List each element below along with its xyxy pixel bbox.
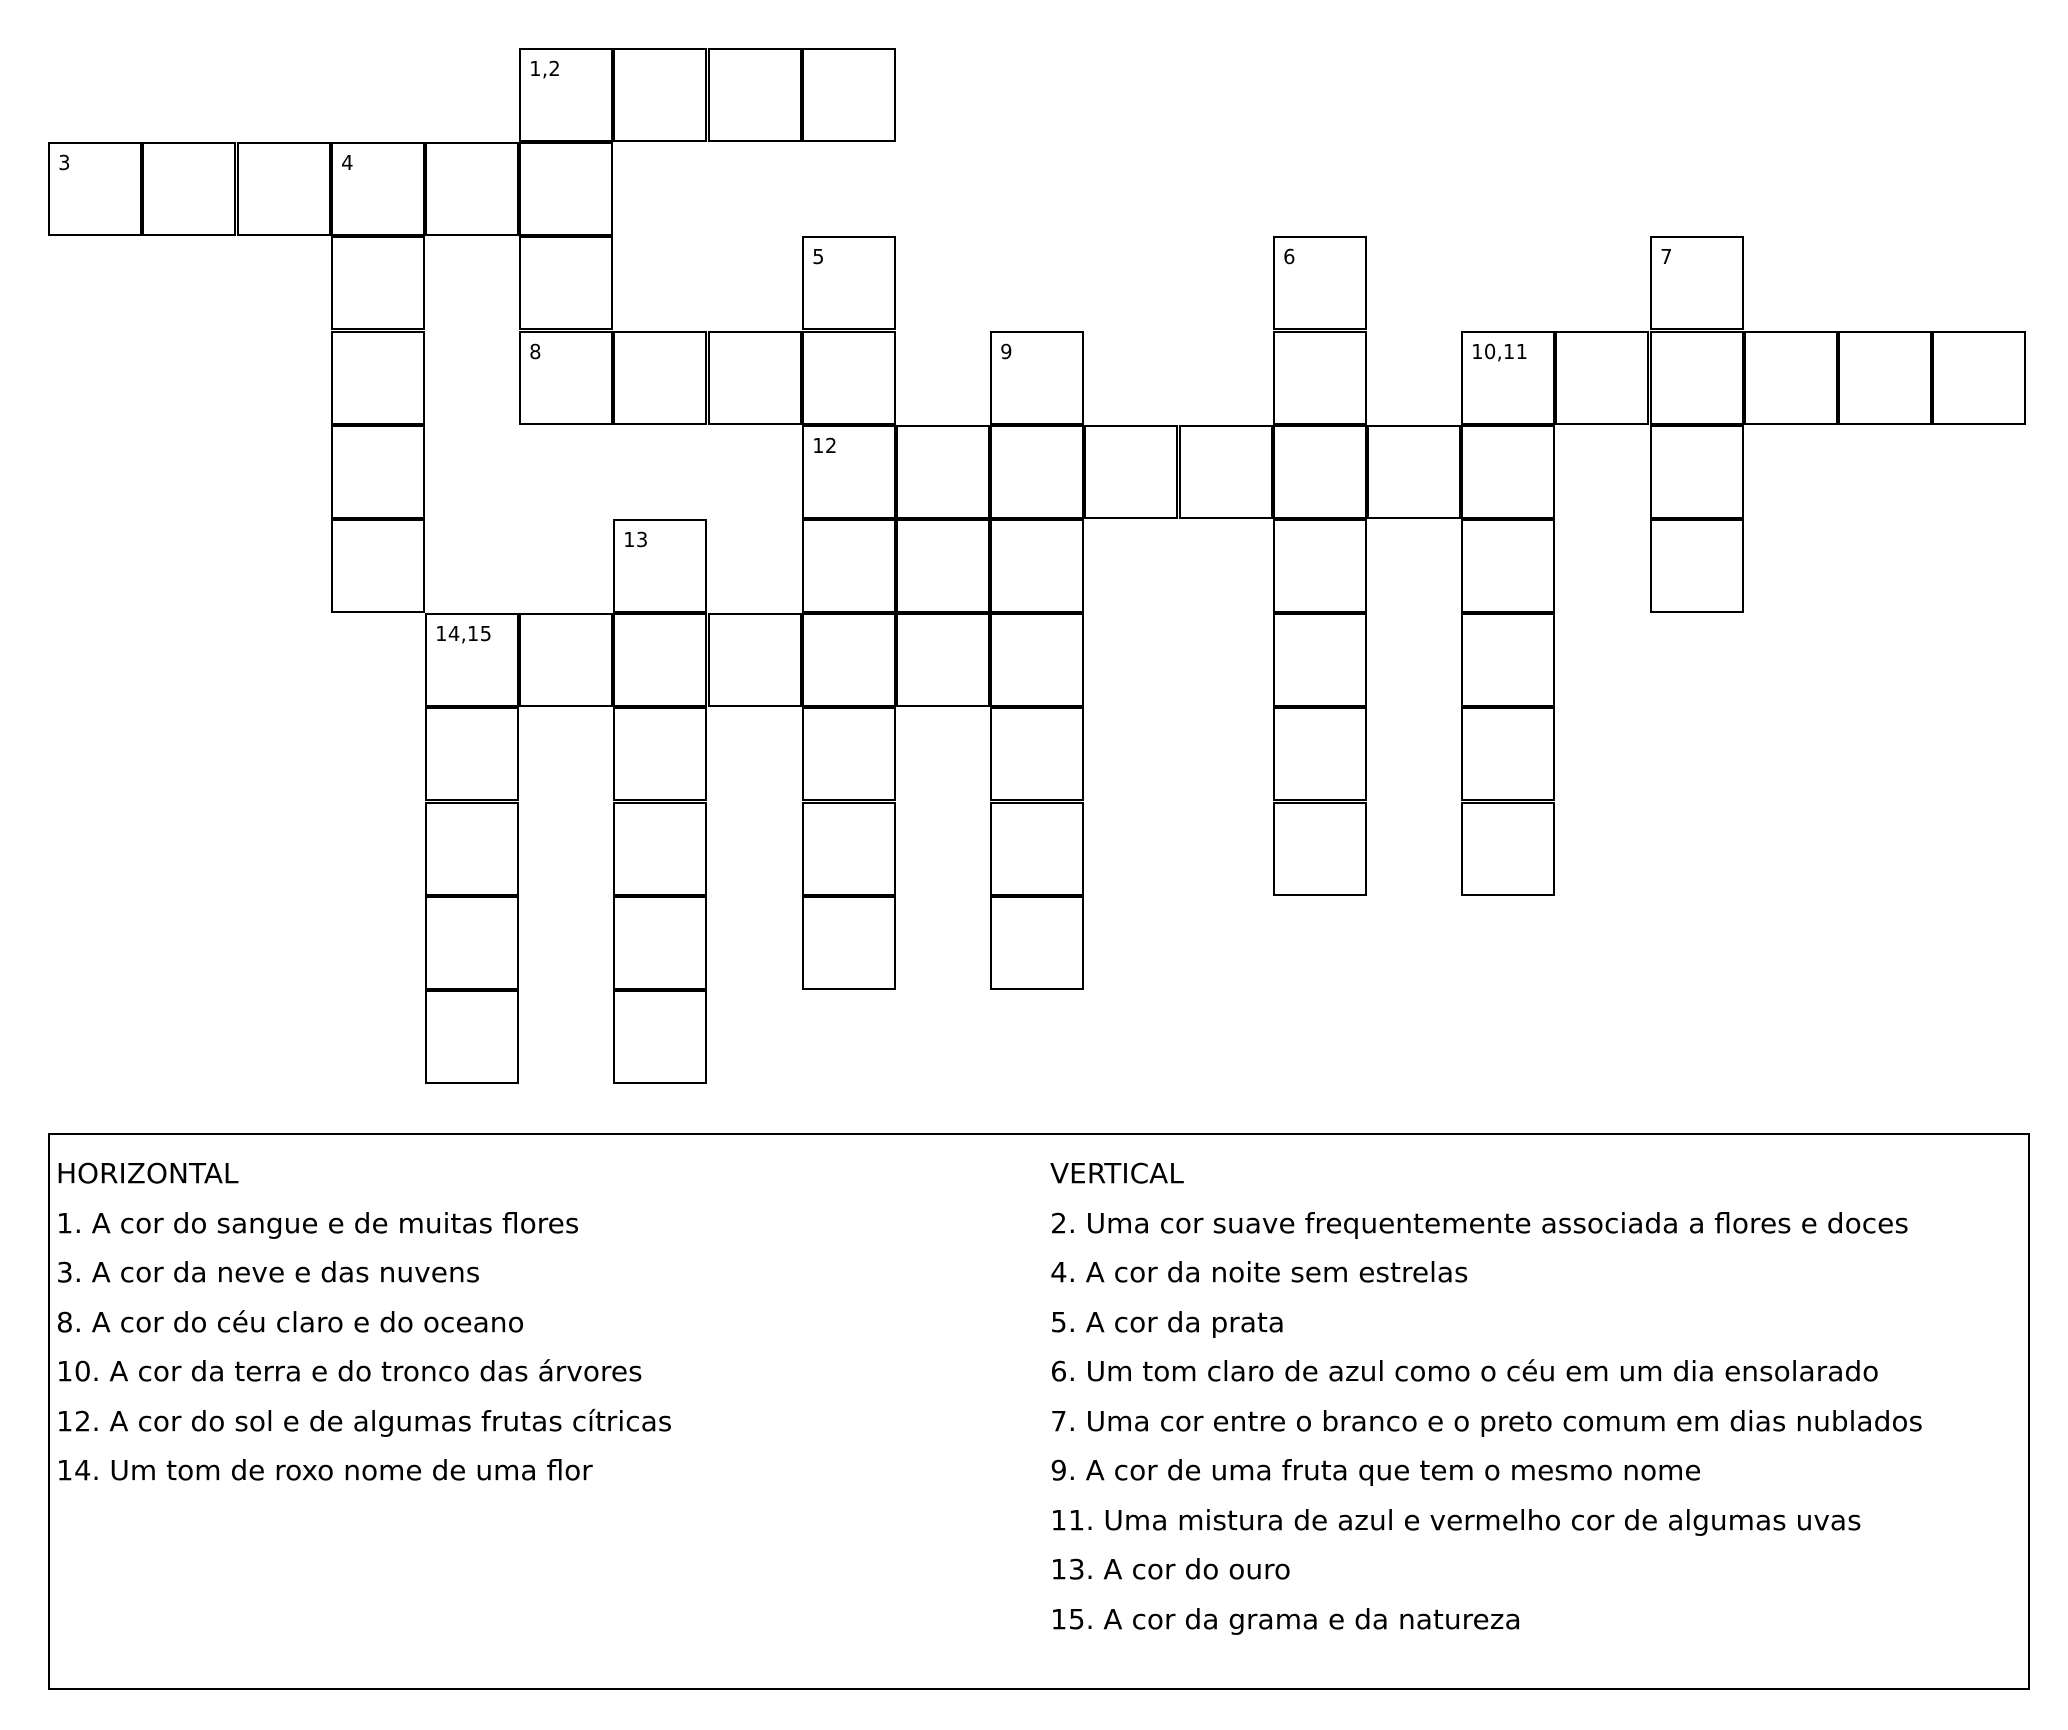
crossword-cell[interactable]: [896, 519, 990, 613]
crossword-cell[interactable]: [519, 236, 613, 330]
crossword-cell[interactable]: [1273, 802, 1367, 896]
crossword-cell[interactable]: [990, 425, 1084, 519]
vertical-clue: 5. A cor da prata: [1050, 1305, 1286, 1339]
vertical-clue: 15. A cor da grama e da natureza: [1050, 1602, 1522, 1636]
crossword-cell[interactable]: [1273, 425, 1367, 519]
vertical-clues: [1050, 1149, 1923, 1644]
clues-box: [48, 1133, 2030, 1690]
crossword-cell[interactable]: [331, 519, 425, 613]
crossword-cell[interactable]: [1461, 613, 1555, 707]
crossword-cell[interactable]: [1461, 707, 1555, 801]
crossword-cell[interactable]: [1650, 236, 1744, 330]
crossword-cell[interactable]: [425, 896, 519, 990]
horizontal-clue: 14. Um tom de roxo nome de uma flor: [56, 1454, 593, 1487]
clue-number: 1,2: [529, 57, 561, 81]
crossword-cell[interactable]: [802, 519, 896, 613]
crossword-cell[interactable]: [802, 802, 896, 896]
crossword-cell[interactable]: [1650, 331, 1744, 425]
crossword-cell[interactable]: [1461, 802, 1555, 896]
crossword-cell[interactable]: [1932, 331, 2026, 425]
crossword-cell[interactable]: [425, 142, 519, 236]
crossword-cell[interactable]: [896, 425, 990, 519]
crossword-cell[interactable]: [1838, 331, 1932, 425]
crossword-cell[interactable]: [613, 331, 707, 425]
crossword-cell[interactable]: [142, 142, 236, 236]
crossword-cell[interactable]: [990, 802, 1084, 896]
crossword-cell[interactable]: [613, 990, 707, 1084]
horizontal-heading: HORIZONTAL: [56, 1157, 239, 1190]
vertical-clue: 13. A cor do ouro: [1050, 1553, 1292, 1586]
crossword-cell[interactable]: [1273, 331, 1367, 425]
crossword-cell[interactable]: [1273, 613, 1367, 707]
crossword-cell[interactable]: [1650, 519, 1744, 613]
crossword-cell[interactable]: [802, 613, 896, 707]
crossword-cell[interactable]: [1744, 331, 1838, 425]
crossword-cell[interactable]: [331, 142, 425, 236]
vertical-clue: 11. Uma mistura de azul e vermelho cor de algumas uvas: [1050, 1503, 1862, 1537]
vertical-clue: 9. A cor de uma fruta que tem o mesmo nome: [1050, 1454, 1702, 1487]
crossword-cell[interactable]: [425, 802, 519, 896]
crossword-cell[interactable]: [331, 236, 425, 330]
clue-number: 7: [1660, 245, 1673, 269]
crossword-cell[interactable]: [613, 802, 707, 896]
crossword-cell[interactable]: [331, 425, 425, 519]
crossword-cell[interactable]: [237, 142, 331, 236]
crossword-cell[interactable]: [519, 142, 613, 236]
crossword-cell[interactable]: [802, 236, 896, 330]
crossword-cell[interactable]: [1461, 331, 1555, 425]
crossword-cell[interactable]: [990, 896, 1084, 990]
horizontal-clue: 12. A cor do sol e de algumas frutas cítricas: [56, 1404, 673, 1438]
crossword-cell[interactable]: [613, 519, 707, 613]
crossword-cell[interactable]: [613, 896, 707, 990]
crossword-cell[interactable]: [519, 613, 613, 707]
crossword-cell[interactable]: [48, 142, 142, 236]
vertical-clue: 6. Um tom claro de azul como o céu em um dia ensolarado: [1050, 1355, 1880, 1388]
crossword-cell[interactable]: [708, 48, 802, 142]
crossword-cell[interactable]: [613, 707, 707, 801]
crossword-cell[interactable]: [802, 48, 896, 142]
crossword-cell[interactable]: [708, 331, 802, 425]
vertical-heading: VERTICAL: [1050, 1157, 1184, 1190]
clue-number: 10,11: [1471, 340, 1529, 364]
clue-number: 3: [58, 151, 71, 175]
crossword-cell[interactable]: [425, 990, 519, 1084]
crossword-cell[interactable]: [519, 331, 613, 425]
crossword-cell[interactable]: [802, 896, 896, 990]
horizontal-clues: [56, 1149, 672, 1496]
crossword-cell[interactable]: [708, 613, 802, 707]
vertical-clue: 7. Uma cor entre o branco e o preto comum em dias nublados: [1050, 1404, 1924, 1438]
crossword-cell[interactable]: [990, 707, 1084, 801]
crossword-cell[interactable]: [990, 519, 1084, 613]
crossword-cell[interactable]: [1461, 425, 1555, 519]
crossword-cell[interactable]: [802, 331, 896, 425]
clue-number: 14,15: [435, 622, 493, 646]
clue-number: 8: [529, 340, 542, 364]
crossword-cell[interactable]: [1273, 519, 1367, 613]
vertical-clue: 2. Uma cor suave frequentemente associada a flores e doces: [1050, 1206, 1909, 1240]
crossword-cell[interactable]: [613, 613, 707, 707]
horizontal-clue: 8. A cor do céu claro e do oceano: [56, 1305, 525, 1339]
clue-number: 13: [623, 528, 649, 552]
crossword-cell[interactable]: [802, 425, 896, 519]
horizontal-clue: 3. A cor da neve e das nuvens: [56, 1256, 481, 1289]
vertical-clue: 4. A cor da noite sem estrelas: [1050, 1256, 1469, 1289]
crossword-cell[interactable]: [1084, 425, 1178, 519]
horizontal-clue: 10. A cor da terra e do tronco das árvores: [56, 1355, 643, 1388]
crossword-cell[interactable]: [1179, 425, 1273, 519]
crossword-cell[interactable]: [802, 707, 896, 801]
clue-number: 9: [1000, 340, 1013, 364]
clue-number: 6: [1283, 245, 1296, 269]
crossword-cell[interactable]: [990, 331, 1084, 425]
crossword-cell[interactable]: [1650, 425, 1744, 519]
crossword-cell[interactable]: [1367, 425, 1461, 519]
crossword-cell[interactable]: [519, 48, 613, 142]
crossword-cell[interactable]: [896, 613, 990, 707]
crossword-cell[interactable]: [1555, 331, 1649, 425]
crossword-cell[interactable]: [1461, 519, 1555, 613]
crossword-cell[interactable]: [331, 331, 425, 425]
crossword-cell[interactable]: [1273, 236, 1367, 330]
crossword-cell[interactable]: [425, 613, 519, 707]
crossword-cell[interactable]: [425, 707, 519, 801]
crossword-cell[interactable]: [613, 48, 707, 142]
horizontal-clue: 1. A cor do sangue e de muitas flores: [56, 1206, 580, 1240]
clue-number: 12: [812, 434, 838, 458]
crossword-cell[interactable]: [990, 613, 1084, 707]
clue-number: 5: [812, 245, 825, 269]
clue-number: 4: [341, 151, 354, 175]
crossword-cell[interactable]: [1273, 707, 1367, 801]
